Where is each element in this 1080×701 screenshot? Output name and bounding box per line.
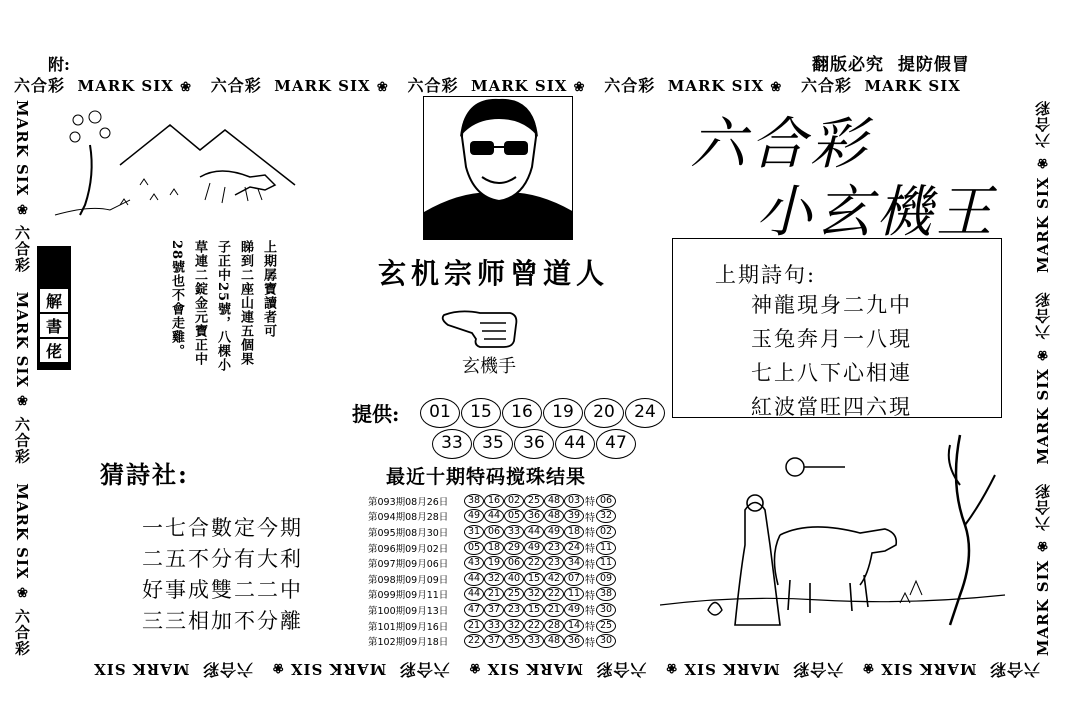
border-mark: MARK SIX — [880, 660, 977, 678]
number-ball: 24 — [625, 398, 665, 428]
draw-label: 第101期09月16日 — [368, 621, 449, 633]
badge-char: 佬 — [40, 339, 68, 362]
special-number: 30 — [596, 603, 616, 617]
flower-icon: ❀ — [15, 202, 30, 219]
draw-label: 第093期08月26日 — [368, 496, 449, 508]
number-ball: 35 — [473, 429, 513, 459]
draw-number: 22 — [524, 619, 544, 633]
border-mark: MARK SIX — [486, 660, 584, 678]
special-label: 特 — [585, 544, 595, 556]
riddle-lines — [142, 512, 303, 636]
table-row — [368, 602, 650, 618]
border-logo: 六合彩 — [801, 76, 853, 95]
special-number: 11 — [596, 541, 616, 555]
flower-icon: ❀ — [1035, 345, 1050, 362]
draw-number: 23 — [504, 603, 524, 617]
right-border — [1032, 100, 1054, 656]
border-logo: 六合彩 — [14, 76, 66, 95]
special-label: 特 — [585, 622, 595, 634]
hint-column: 睇到二座山連五個果 — [238, 240, 253, 366]
anti-fake-text: 提防假冒 — [897, 55, 970, 75]
flower-icon: ❀ — [861, 660, 874, 675]
border-logo: 六合彩 — [210, 76, 262, 95]
draw-number: 44 — [524, 525, 544, 539]
draw-number: 06 — [484, 525, 504, 539]
draw-number: 05 — [504, 509, 524, 523]
hand-label: 玄機手 — [462, 356, 516, 377]
draw-number: 38 — [464, 494, 484, 508]
table-row — [368, 633, 650, 649]
border-logo: 六合彩 — [792, 660, 844, 679]
border-mark: MARK SIX — [683, 660, 780, 678]
draw-number: 48 — [544, 634, 564, 648]
title-line-2: 小玄機王 — [756, 180, 996, 245]
draw-label: 第094期08月28日 — [368, 512, 449, 524]
draw-number: 19 — [484, 556, 504, 570]
draw-number: 36 — [524, 509, 544, 523]
border-mark: MARK SIX — [1034, 176, 1052, 273]
badge-char: 書 — [40, 314, 68, 337]
border-mark: MARK SIX — [1034, 559, 1052, 656]
draw-number: 49 — [524, 541, 544, 555]
draw-number: 15 — [524, 603, 544, 617]
border-mark: MARK SIX — [13, 100, 31, 197]
last-hint-text — [158, 240, 278, 400]
master-name: 玄机宗师曾道人 — [378, 257, 610, 290]
results-table — [368, 493, 650, 649]
table-row — [368, 509, 650, 525]
border-mark: MARK SIX — [77, 77, 174, 95]
flower-icon: ❀ — [665, 660, 678, 675]
poem-line: 玉兔奔月一八現 — [751, 327, 912, 351]
table-row — [368, 524, 650, 540]
draw-number: 21 — [464, 619, 484, 633]
riddle-line: 三三相加不分離 — [142, 609, 303, 633]
number-ball: 44 — [555, 429, 595, 459]
border-mark: MARK SIX — [93, 660, 190, 678]
draw-number: 43 — [464, 556, 484, 570]
fu-label: 附: — [48, 55, 70, 74]
pointing-hand-icon — [440, 305, 520, 349]
draw-number: 31 — [464, 525, 484, 539]
draw-label: 第095期08月30日 — [368, 527, 449, 539]
flower-icon: ❀ — [271, 660, 284, 675]
border-logo: 六合彩 — [13, 224, 31, 273]
border-logo: 六合彩 — [988, 660, 1040, 679]
riddle-heading: 猜詩社: — [100, 460, 189, 489]
special-label: 特 — [585, 497, 595, 509]
draw-number: 22 — [524, 556, 544, 570]
flower-icon: ❀ — [770, 80, 783, 95]
draw-number: 03 — [564, 494, 584, 508]
special-label: 特 — [585, 637, 595, 649]
title-line-1: 六合彩 — [690, 112, 870, 177]
draw-number: 21 — [484, 587, 504, 601]
anti-copy-notice — [812, 50, 970, 75]
poem-line: 七上八下心相連 — [751, 361, 912, 385]
draw-number: 24 — [564, 541, 584, 555]
special-label: 特 — [585, 606, 595, 618]
bottom-border — [14, 660, 1040, 682]
results-heading: 最近十期特码搅珠结果 — [386, 466, 587, 488]
special-number: 38 — [596, 587, 616, 601]
poem-heading: 上期詩句: — [715, 263, 817, 287]
draw-number: 21 — [544, 603, 564, 617]
draw-number: 37 — [484, 603, 504, 617]
border-mark: MARK SIX — [470, 77, 568, 95]
draw-number: 33 — [504, 525, 524, 539]
flower-icon: ❀ — [1035, 154, 1050, 171]
draw-number: 29 — [504, 541, 524, 555]
poem-line: 神龍現身二九中 — [751, 293, 912, 317]
left-border — [12, 100, 34, 656]
draw-number: 06 — [504, 556, 524, 570]
riddle-line: 好事成雙二二中 — [142, 578, 303, 602]
number-ball: 01 — [420, 398, 460, 428]
table-row — [368, 618, 650, 634]
flower-icon: ❀ — [180, 80, 193, 95]
master-portrait — [423, 96, 573, 240]
draw-number: 23 — [544, 556, 564, 570]
border-mark: MARK SIX — [13, 291, 31, 389]
draw-number: 23 — [544, 541, 564, 555]
draw-number: 32 — [524, 587, 544, 601]
draw-label: 第100期09月13日 — [368, 605, 449, 617]
border-logo: 六合彩 — [13, 608, 31, 656]
draw-number: 48 — [544, 509, 564, 523]
table-row — [368, 587, 650, 603]
border-logo: 六合彩 — [201, 660, 253, 679]
draw-number: 49 — [464, 509, 484, 523]
number-ball: 33 — [432, 429, 472, 459]
table-row — [368, 540, 650, 556]
special-label: 特 — [585, 559, 595, 571]
poem-box — [672, 238, 1002, 418]
draw-number: 42 — [544, 572, 564, 586]
draw-number: 44 — [464, 587, 484, 601]
draw-number: 33 — [524, 634, 544, 648]
draw-label: 第097期09月06日 — [368, 559, 449, 571]
draw-number: 15 — [524, 572, 544, 586]
draw-number: 11 — [564, 587, 584, 601]
draw-number: 14 — [564, 619, 584, 633]
riddle-line: 二五不分有大利 — [142, 547, 303, 571]
portrait-image — [424, 97, 573, 240]
draw-number: 39 — [564, 509, 584, 523]
table-row — [368, 493, 650, 509]
draw-number: 25 — [504, 587, 524, 601]
provide-label: 提供: — [352, 402, 400, 426]
border-mark: MARK SIX — [667, 77, 765, 95]
special-number: 02 — [596, 525, 616, 539]
border-logo: 六合彩 — [604, 76, 656, 95]
flower-icon: ❀ — [376, 80, 389, 95]
landscape-illustration — [50, 105, 300, 225]
anti-copy-text: 翻版必究 — [812, 55, 884, 75]
draw-number: 32 — [504, 619, 524, 633]
number-ball: 19 — [543, 398, 583, 428]
table-row — [368, 571, 650, 587]
border-logo: 六合彩 — [1034, 483, 1052, 532]
draw-number: 28 — [544, 619, 564, 633]
border-logo: 六合彩 — [595, 660, 647, 679]
flower-icon: ❀ — [468, 660, 481, 675]
farmer-ox-illustration — [660, 425, 1010, 645]
table-row — [368, 555, 650, 571]
draw-number: 48 — [544, 494, 564, 508]
draw-number: 40 — [504, 572, 524, 586]
border-mark: MARK SIX — [13, 483, 31, 580]
border-logo: 六合彩 — [1034, 291, 1052, 340]
flower-icon: ❀ — [15, 394, 30, 411]
special-number: 25 — [596, 619, 616, 633]
draw-number: 32 — [484, 572, 504, 586]
special-label: 特 — [585, 528, 595, 540]
top-border — [14, 73, 1040, 95]
border-mark: MARK SIX — [274, 77, 371, 95]
draw-label: 第098期09月09日 — [368, 574, 449, 586]
special-number: 32 — [596, 509, 616, 523]
draw-label: 第099期09月11日 — [368, 590, 449, 602]
flower-icon: ❀ — [573, 80, 586, 95]
hint-column: 28號也不會走雞。 — [169, 240, 184, 359]
hint-column: 草連二錠金元寶正中 — [192, 240, 207, 366]
solver-badge — [37, 246, 71, 370]
special-label: 特 — [585, 575, 595, 587]
number-ball: 36 — [514, 429, 554, 459]
provide-row-1 — [420, 398, 666, 428]
badge-char: 解 — [40, 289, 68, 312]
border-logo: 六合彩 — [407, 76, 459, 95]
provide-row-2 — [432, 429, 637, 459]
border-logo: 六合彩 — [13, 416, 31, 465]
border-mark: MARK SIX — [1034, 368, 1052, 465]
draw-number: 49 — [544, 525, 564, 539]
special-number: 30 — [596, 634, 616, 648]
draw-number: 35 — [504, 634, 524, 648]
draw-number: 02 — [504, 494, 524, 508]
draw-number: 37 — [484, 634, 504, 648]
draw-number: 18 — [484, 541, 504, 555]
number-ball: 16 — [502, 398, 542, 428]
special-number: 09 — [596, 572, 616, 586]
border-mark: MARK SIX — [289, 660, 387, 678]
flower-icon: ❀ — [15, 585, 30, 602]
draw-number: 22 — [464, 634, 484, 648]
draw-number: 34 — [564, 556, 584, 570]
hint-column: 子正中25號，八棵小 — [215, 240, 230, 373]
draw-number: 33 — [484, 619, 504, 633]
border-logo: 六合彩 — [398, 660, 450, 679]
draw-label: 第102期09月18日 — [368, 637, 449, 649]
draw-number: 22 — [544, 587, 564, 601]
draw-label: 第096期09月02日 — [368, 543, 449, 555]
number-ball: 47 — [596, 429, 636, 459]
draw-number: 16 — [484, 494, 504, 508]
draw-number: 44 — [484, 509, 504, 523]
flower-icon: ❀ — [1035, 537, 1050, 554]
special-number: 11 — [596, 556, 616, 570]
riddle-line: 一七合數定今期 — [142, 516, 303, 540]
draw-number: 07 — [564, 572, 584, 586]
special-number: 06 — [596, 494, 616, 508]
border-mark: MARK SIX — [864, 77, 961, 95]
number-ball: 15 — [461, 398, 501, 428]
draw-number: 05 — [464, 541, 484, 555]
number-ball: 20 — [584, 398, 624, 428]
draw-number: 36 — [564, 634, 584, 648]
draw-number: 18 — [564, 525, 584, 539]
draw-number: 44 — [464, 572, 484, 586]
poem-line: 紅波當旺四六現 — [751, 395, 912, 419]
border-logo: 六合彩 — [1034, 100, 1052, 148]
hint-column: 上期孱寶讀者可 — [261, 240, 276, 338]
special-label: 特 — [585, 590, 595, 602]
special-label: 特 — [585, 512, 595, 524]
draw-number: 47 — [464, 603, 484, 617]
draw-number: 25 — [524, 494, 544, 508]
draw-number: 49 — [564, 603, 584, 617]
